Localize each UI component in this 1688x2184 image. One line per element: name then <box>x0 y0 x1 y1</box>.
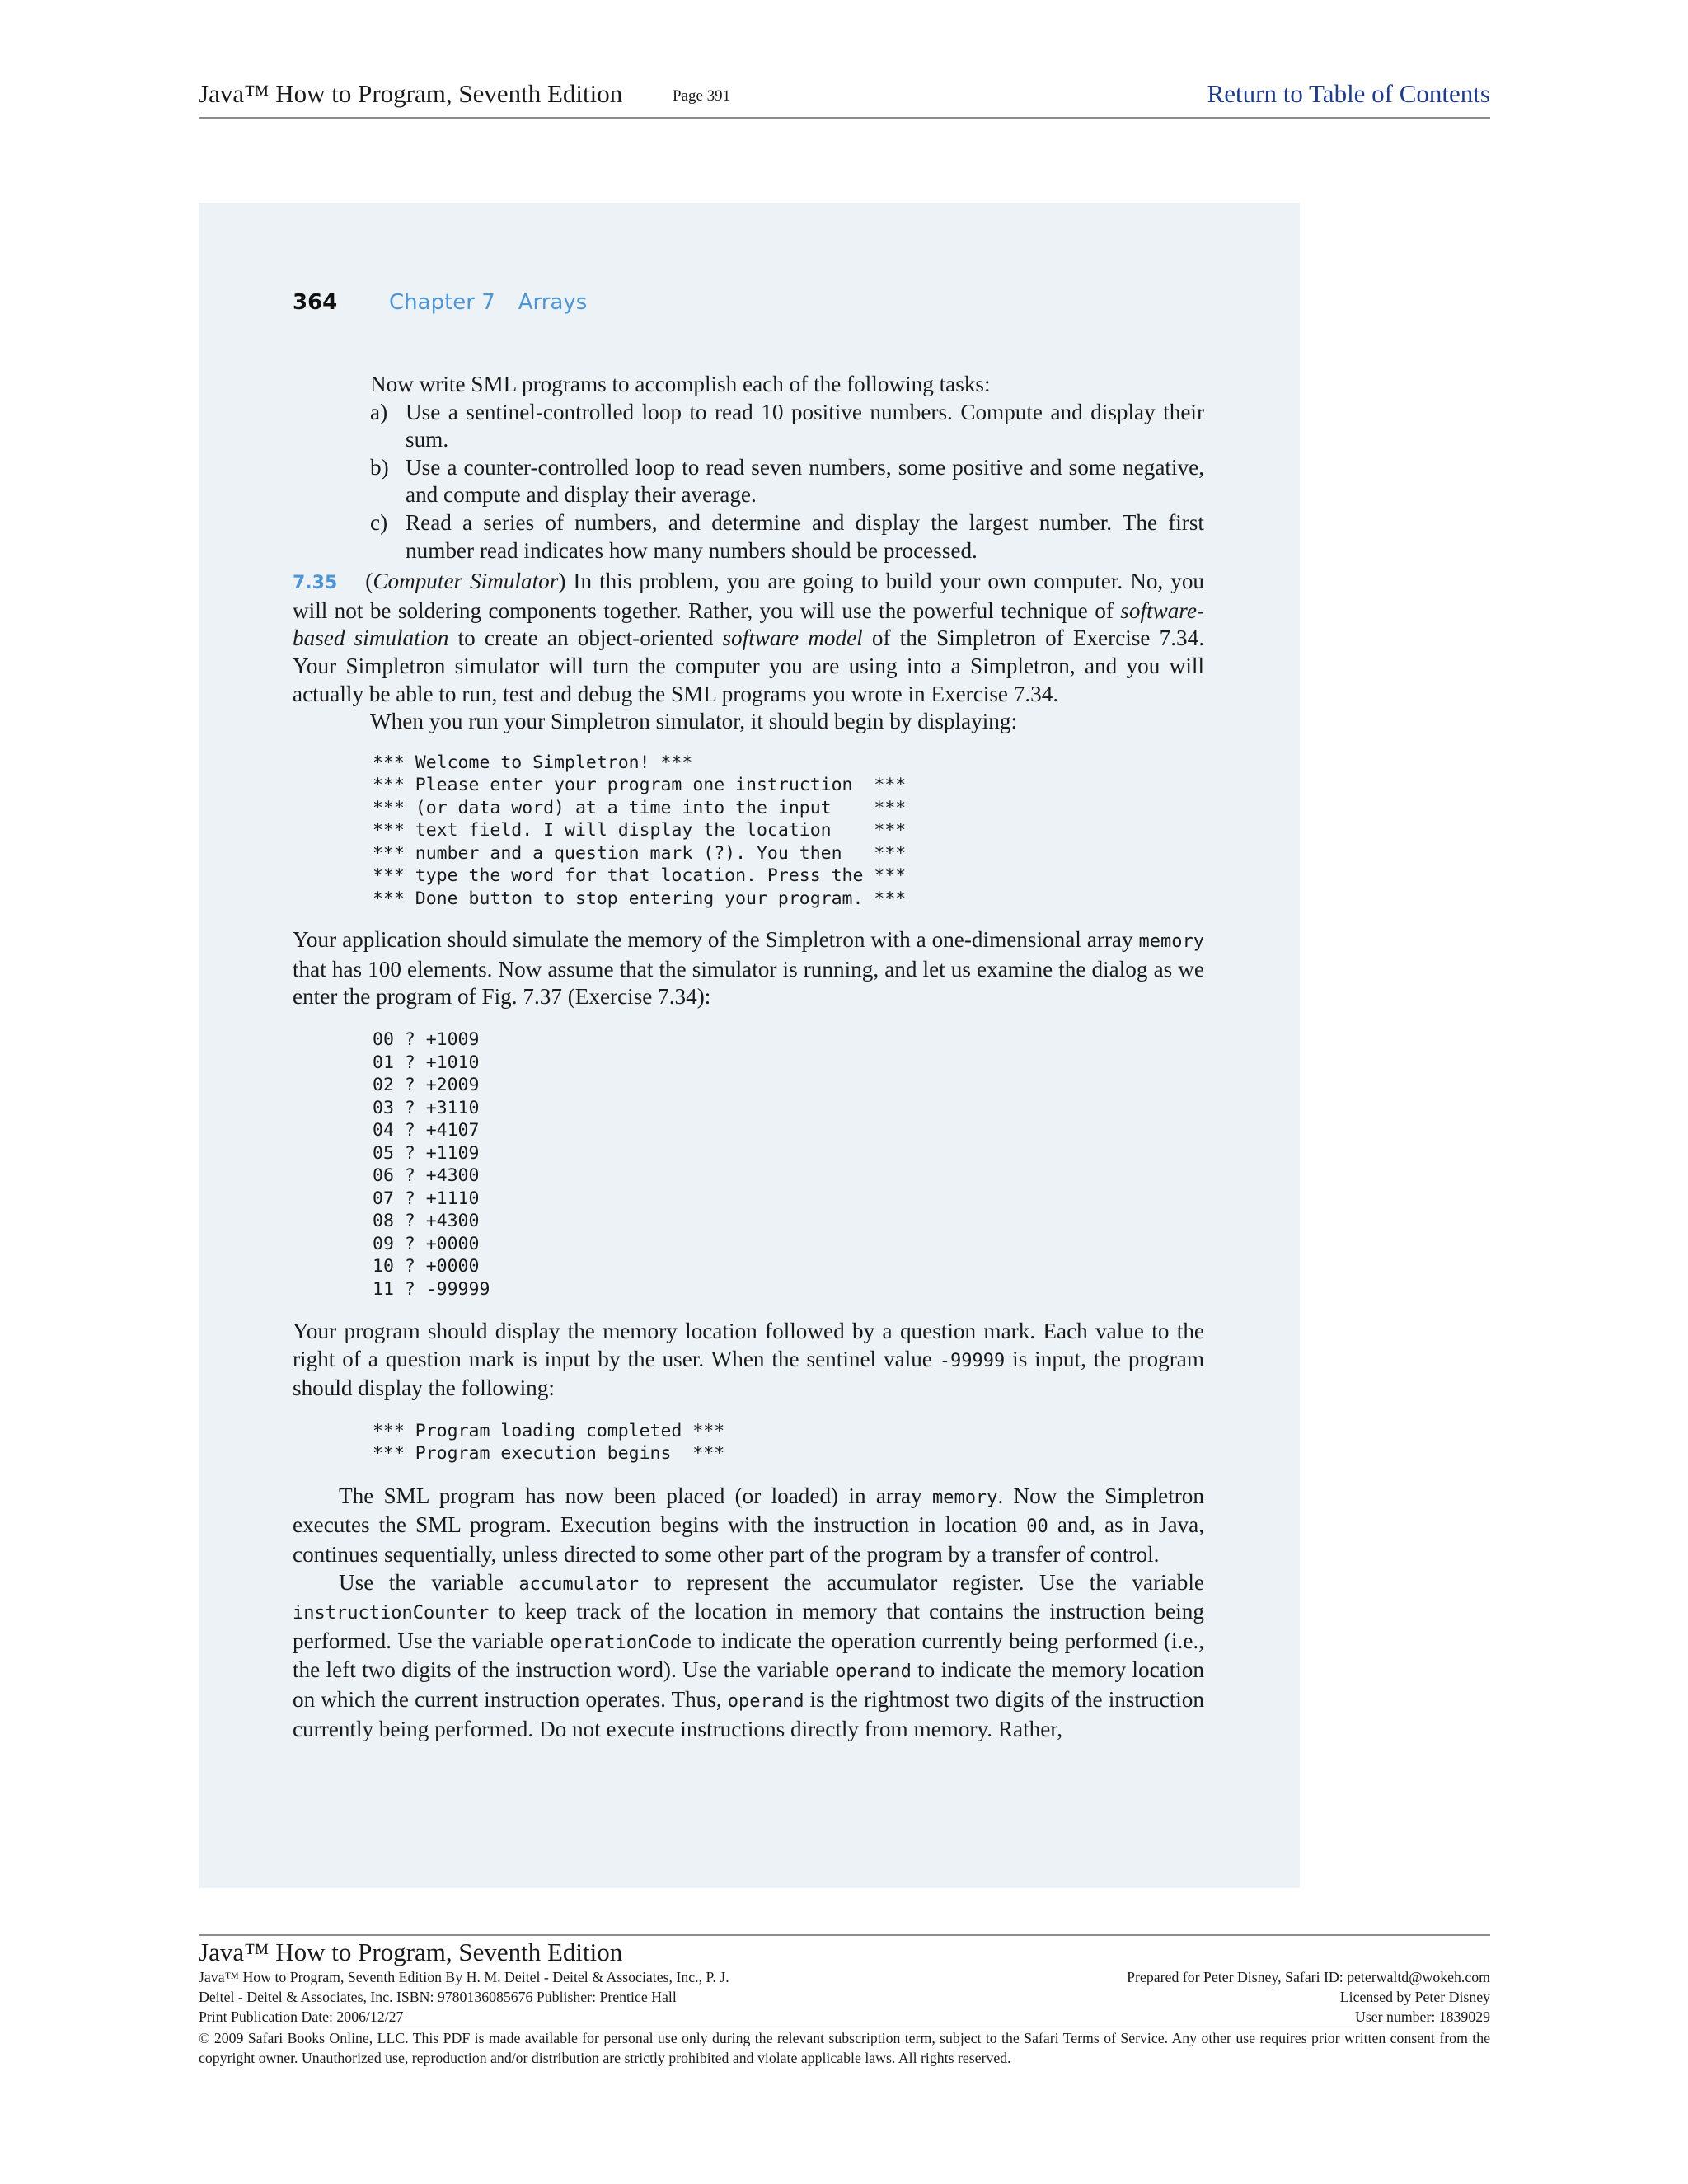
code-term: operand <box>727 1690 804 1712</box>
text-run: The SML program has now been placed (or loaded) in array <box>339 1483 932 1508</box>
code-term: -99999 <box>939 1350 1006 1371</box>
code-term: accumulator <box>518 1573 640 1595</box>
task-text: Read a series of numbers, and determine and display the largest number. The first number read indicates how many numbers should be processed. <box>406 509 1204 563</box>
footer-line: Print Publication Date: 2006/12/27 <box>199 2008 404 2025</box>
tasks-intro: Now write SML programs to accomplish each of the following tasks: <box>370 372 991 396</box>
task-item <box>293 509 1204 565</box>
footer-license-info <box>913 1967 1490 2027</box>
table-of-contents-link[interactable]: Return to Table of Contents <box>1207 79 1490 108</box>
copyright-notice: © 2009 Safari Books Online, LLC. This PDF is made available for personal use only during the relevant subscription term, subject to the Safari Terms of Service. Any other use requires prior written consent from the copyright owner. Unauthorized use, reproduction and/or distribution are strictly prohibited and violate applicable laws. All rights reserved. <box>199 2030 1490 2066</box>
text-run: that has 100 elements. Now assume that the simulator is running, and let us examine the dialog as we enter the program of Fig. 7.37 (Exercise 7.34): <box>293 956 1204 1010</box>
footer-line: Java™ How to Program, Seventh Edition By H. M. Deitel - Deitel & Associates, Inc., P. J. <box>199 1969 729 1985</box>
loading-output-block: *** Program loading completed *** *** Program execution begins *** <box>373 1420 725 1465</box>
text-run: Your application should simulate the memory of the Simpletron with a one-dimensional array <box>293 927 1139 953</box>
code-term: memory <box>1138 931 1204 953</box>
exercise-topic: Computer Simulator <box>373 569 559 594</box>
code-term: instructionCounter <box>293 1603 490 1624</box>
code-term: memory <box>931 1487 998 1508</box>
text-run: Your program should display the memory location followed by a question mark. Each value to the right of a question mark is input by the user. When the sentinel value <box>293 1319 1204 1371</box>
text-run: to represent the accumulator register. Use the variable <box>639 1569 1204 1595</box>
text-run: . Now the Simpletron executes the SML program. Execution begins with the instruction in location <box>293 1483 1204 1538</box>
page-header <box>199 76 1490 119</box>
task-text: Use a counter-controlled loop to read seven numbers, some positive and some negative, and compute and display their average. <box>406 454 1204 508</box>
page-footer <box>199 1934 1490 2066</box>
book-title: Java™ How to Program, Seventh Edition <box>199 79 623 108</box>
body-paragraph <box>293 926 1204 1011</box>
footer-book-title: Java™ How to Program, Seventh Edition <box>199 1938 623 1966</box>
text-run: ( <box>365 569 373 594</box>
footer-line: Licensed by Peter Disney <box>1339 1989 1490 2005</box>
chapter-heading <box>389 290 610 315</box>
code-term: operand <box>835 1661 912 1683</box>
exercise-paragraph <box>293 568 1204 708</box>
text-run: is input, the program should display the following: <box>293 1346 1204 1401</box>
text-run: Use the variable <box>339 1569 519 1595</box>
program-input-block: 00 ? +1009 01 ? +1010 02 ? +2009 03 ? +3110 04 ? +4107 05 ? +1109 06 ? +4300 07 ? +1110 08 ? +4300 09 ? +0000 10 ? +0000 11 ? -99999 <box>373 1029 490 1300</box>
text-run: of the Simpletron of Exercise 7.34. Your Simpletron simulator will turn the computer you are using into a Simpletron, and you will actually be able to run, test and debug the SML programs you wrote in Exercise 7.34. <box>293 626 1205 706</box>
task-label: a) <box>370 399 388 424</box>
text-run: to create an object-oriented <box>448 626 723 651</box>
page-number-label: Page 391 <box>673 87 731 105</box>
text-run: ) In this problem, you are going to build your own computer. No, you will not be soldering components together. Rather, you will use the powerful technique of <box>293 569 1205 623</box>
emphasis-text: software-based simulation <box>293 598 1204 651</box>
book-page-number: 364 <box>293 290 338 315</box>
task-label: b) <box>370 454 389 480</box>
code-term: operationCode <box>550 1632 692 1653</box>
exercise-number: 7.35 <box>293 573 338 594</box>
emphasis-text: software model <box>722 626 863 651</box>
section-label: Arrays <box>518 290 588 315</box>
text-run: is the rightmost two digits of the instruction currently being performed. Do not execute instructions directly from memory. Rather, <box>293 1686 1204 1741</box>
task-item <box>293 399 1204 454</box>
body-paragraph <box>293 1569 1204 1744</box>
text-run: to indicate the memory location on which the current instruction operates. Thus, <box>293 1657 1204 1712</box>
body-paragraph <box>293 1318 1204 1403</box>
welcome-output-block: *** Welcome to Simpletron! *** *** Please enter your program one instruction *** *** (or data word) at a time into the input *** *** text field. I will display the location *** *** number and a question mark (?). You then *** *** type the word for that location. Press the *** *** Done button to stop entering your program. *** <box>373 752 907 909</box>
code-term: 00 <box>1026 1516 1048 1538</box>
book-page-panel <box>199 203 1300 1888</box>
text-run: to keep track of the location in memory that contains the instruction being performed. Use the variable <box>293 1599 1204 1653</box>
chapter-label: Chapter 7 <box>389 290 495 315</box>
task-text: Use a sentinel-controlled loop to read 10 positive numbers. Compute and display their sum. <box>406 399 1204 452</box>
text-run: to indicate the operation currently being performed (i.e., the left two digits of the instruction word). Use the variable <box>293 1628 1204 1683</box>
footer-line: Deitel - Deitel & Associates, Inc. ISBN: 9780136085676 Publisher: Prentice Hall <box>199 1989 677 2005</box>
footer-divider <box>199 1934 1490 1936</box>
footer-line: User number: 1839029 <box>1355 2008 1490 2025</box>
body-paragraph: When you run your Simpletron simulator, it should begin by displaying: <box>370 709 1018 734</box>
text-run: and, as in Java, continues sequentially, unless directed to some other part of the program by a transfer of control. <box>293 1512 1204 1567</box>
body-paragraph <box>293 1483 1204 1569</box>
footer-line: Prepared for Peter Disney, Safari ID: peterwaltd@wokeh.com <box>1127 1969 1490 1985</box>
footer-publication-info <box>199 1967 940 2027</box>
task-item <box>293 454 1204 509</box>
task-label: c) <box>370 509 388 535</box>
page-body <box>293 371 1204 1743</box>
